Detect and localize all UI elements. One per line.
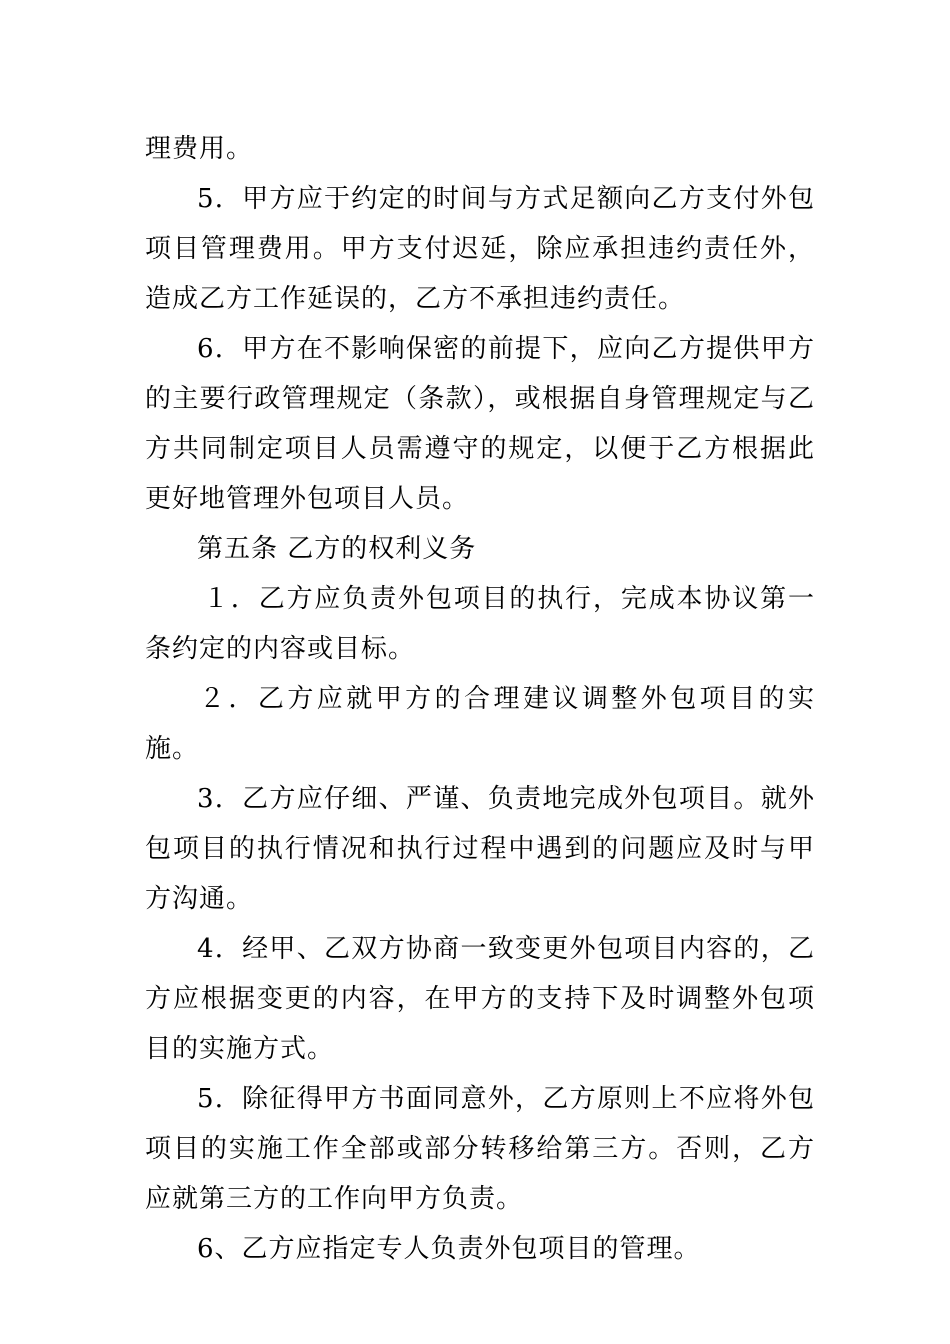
paragraph-party-b-item-4: 4．经甲、乙双方协商一致变更外包项目内容的，乙方应根据变更的内容，在甲方的支持下及时调整外包项目的实施方式。	[145, 934, 815, 1064]
paragraph-party-b-item-1: １．乙方应负责外包项目的执行，完成本协议第一条约定的内容或目标。	[145, 584, 815, 664]
paragraph-party-a-item-5: 5．甲方应于约定的时间与方式足额向乙方支付外包项目管理费用。甲方支付迟延，除应承担违约责任外，造成乙方工作延误的，乙方不承担违约责任。	[145, 184, 815, 314]
paragraph-party-b-item-3: 3．乙方应仔细、严谨、负责地完成外包项目。就外包项目的执行情况和执行过程中遇到的问题应及时与甲方沟通。	[145, 784, 815, 914]
document-body	[145, 124, 815, 1274]
section-heading-article-5: 第五条 乙方的权利义务	[197, 534, 477, 564]
paragraph-party-b-item-2: ２．乙方应就甲方的合理建议调整外包项目的实施。	[145, 684, 815, 764]
paragraph-party-a-item-6: 6．甲方在不影响保密的前提下，应向乙方提供甲方的主要行政管理规定（条款），或根据自身管理规定与乙方共同制定项目人员需遵守的规定，以便于乙方根据此更好地管理外包项目人员。	[145, 334, 815, 514]
paragraph-party-b-item-6: 6、乙方应指定专人负责外包项目的管理。	[197, 1234, 701, 1264]
paragraph-party-b-item-5: 5．除征得甲方书面同意外，乙方原则上不应将外包项目的实施工作全部或部分转移给第三方。否则，乙方应就第三方的工作向甲方负责。	[145, 1084, 815, 1214]
paragraph-continuation: 理费用。	[145, 134, 254, 164]
